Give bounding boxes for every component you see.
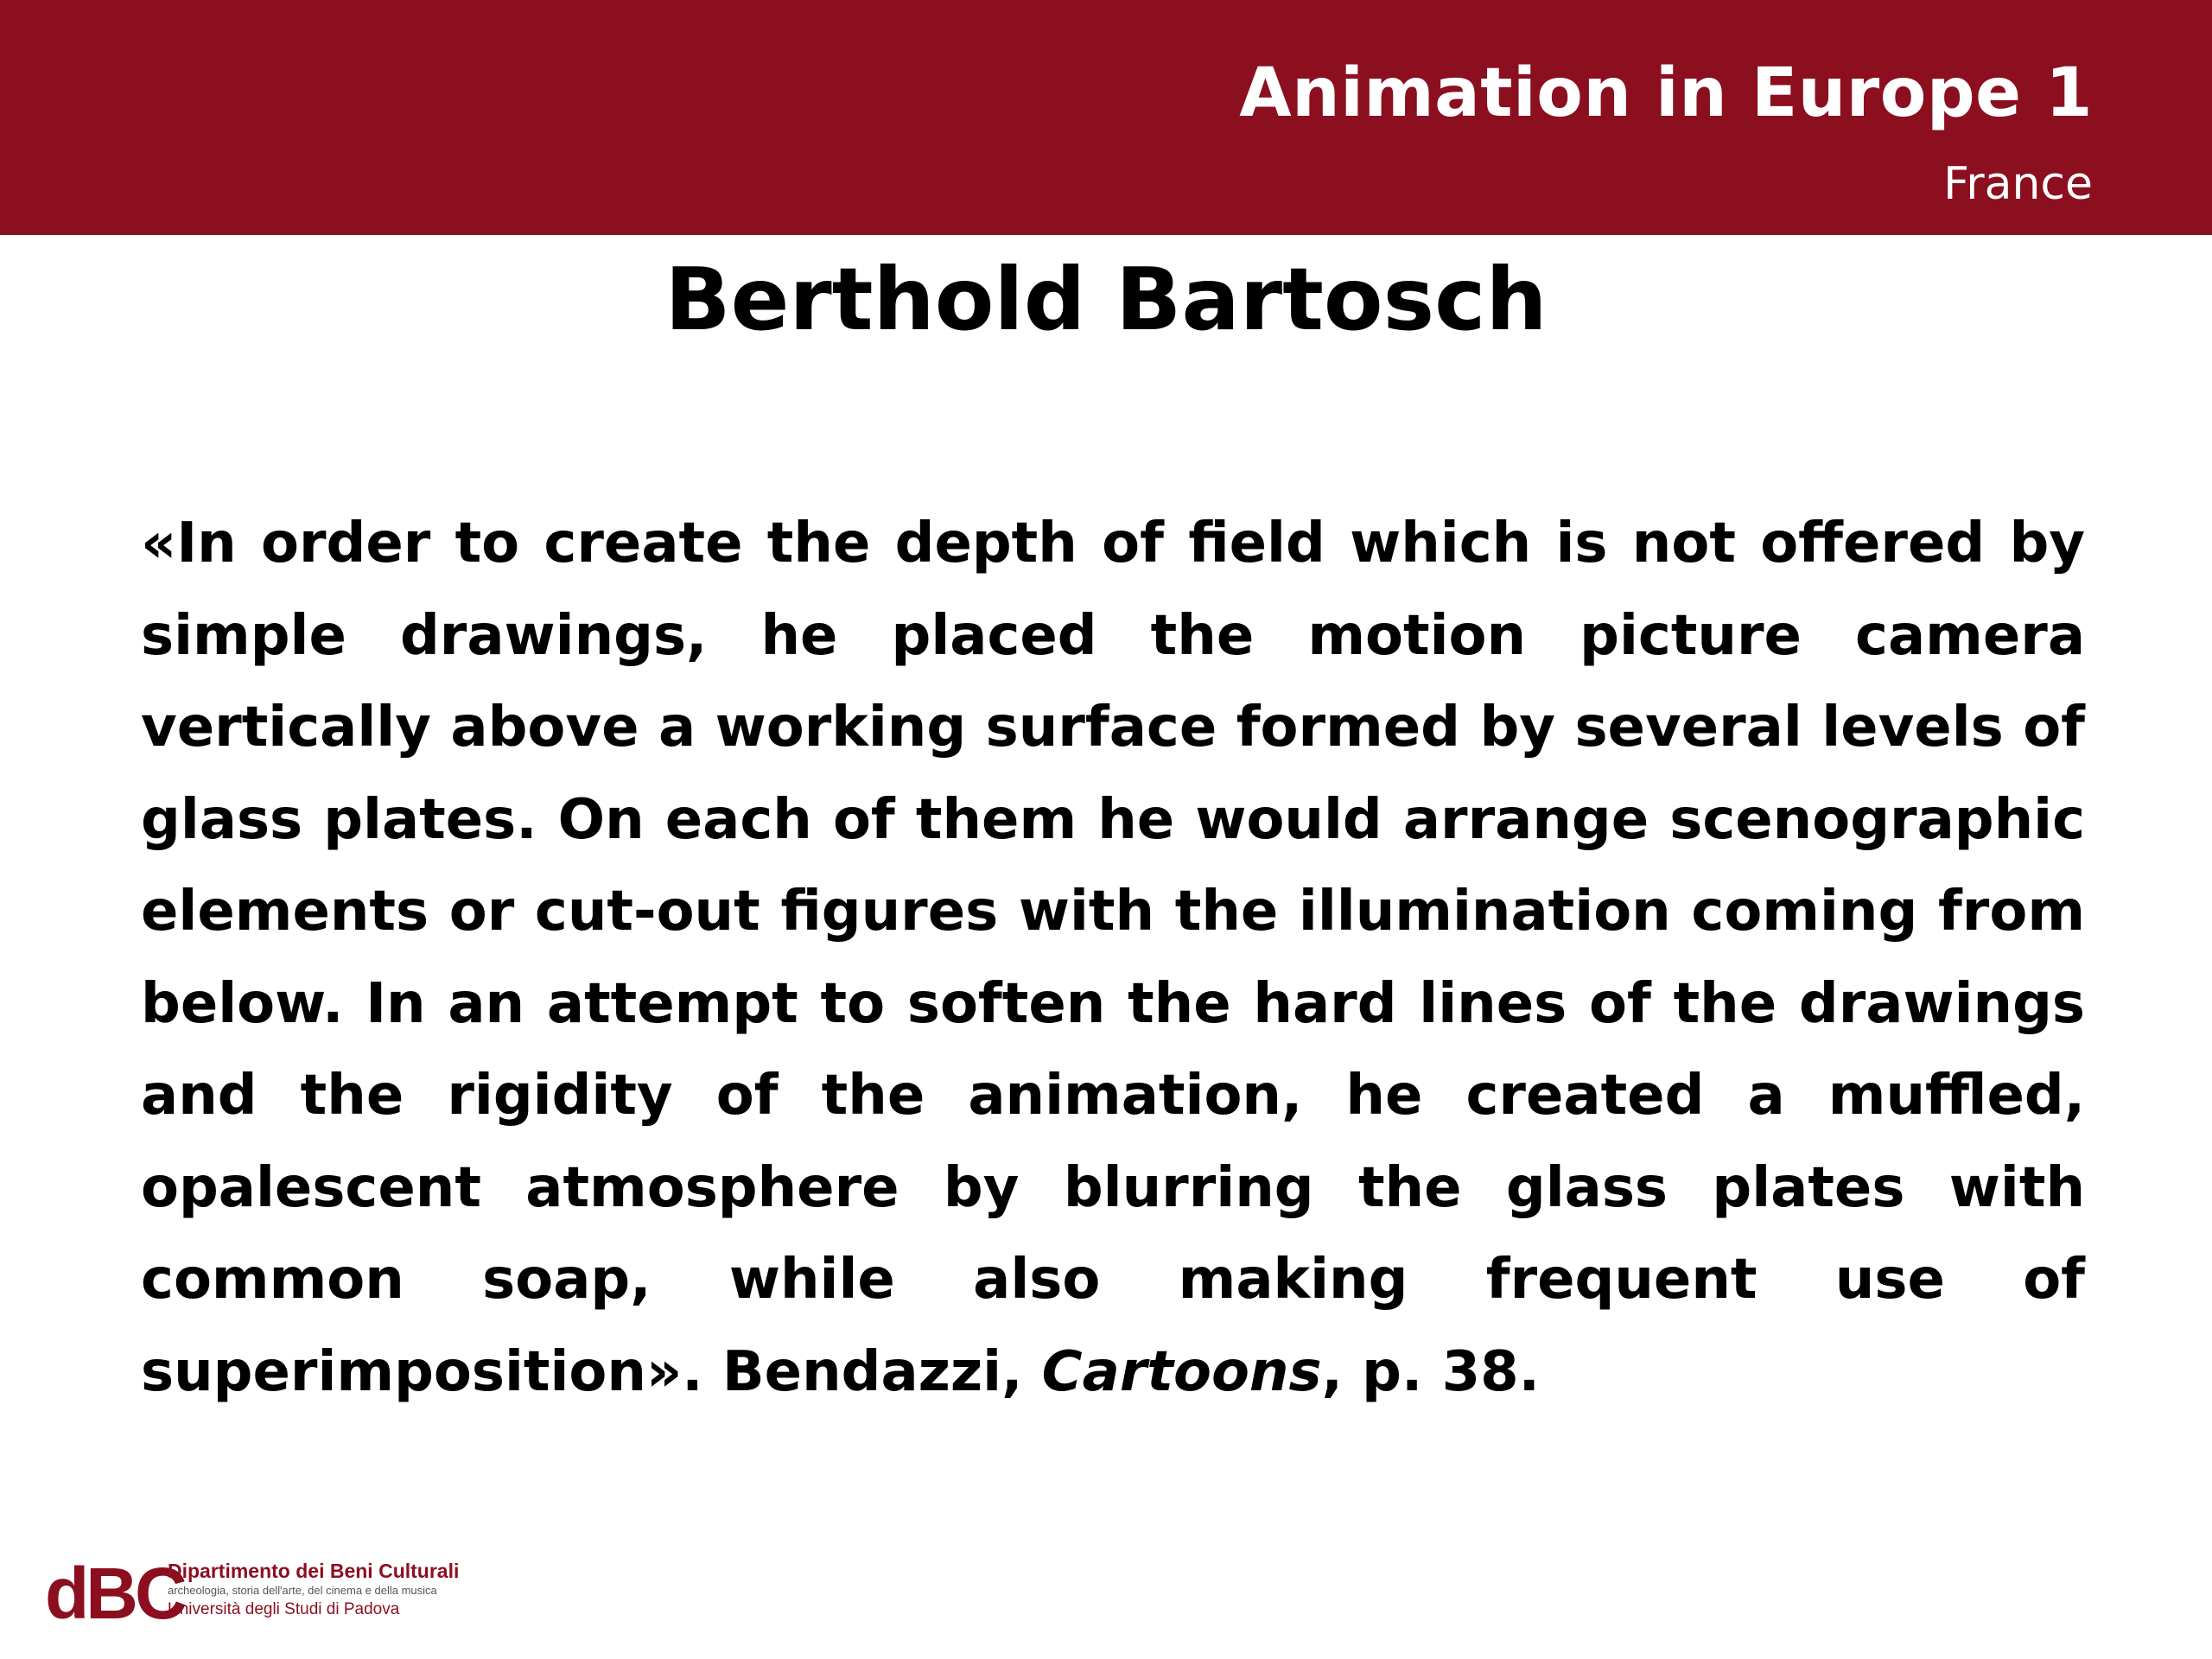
header-title: Animation in Europe 1 xyxy=(1239,54,2093,132)
slide-title: Berthold Bartosch xyxy=(664,249,1548,350)
logo-university-name: Università degli Studi di Padova xyxy=(168,1600,400,1618)
logo-text xyxy=(168,1559,531,1621)
logo-department-name: Dipartimento dei Beni Culturali xyxy=(168,1560,460,1582)
logo-mark: dBC xyxy=(45,1553,184,1634)
header-subtitle: France xyxy=(1943,158,2093,210)
citation-work: Cartoons xyxy=(1041,1339,1322,1404)
quote-block xyxy=(141,498,2085,1418)
department-logo xyxy=(45,1547,529,1642)
header-band xyxy=(0,0,2212,235)
citation-author: Bendazzi, xyxy=(721,1339,1023,1404)
citation-page: , p. 38. xyxy=(1321,1339,1540,1404)
logo-department-description: archeologia, storia dell'arte, del cinema e della musica xyxy=(168,1584,437,1597)
quote-text: «In order to create the depth of field which is not offered by simple drawings, he placed the motion picture camera vertically above a working surface formed by several levels of glass plates. On each of them he would arrange scenographic elements or cut-out figures with the illumination coming from below. In an attempt to soften the hard lines of the drawings and the rigidity of the animation, he created a muffled, opalescent atmosphere by blurring the glass plates with common soap, while also making frequent use of superimposition». xyxy=(141,512,2085,1404)
